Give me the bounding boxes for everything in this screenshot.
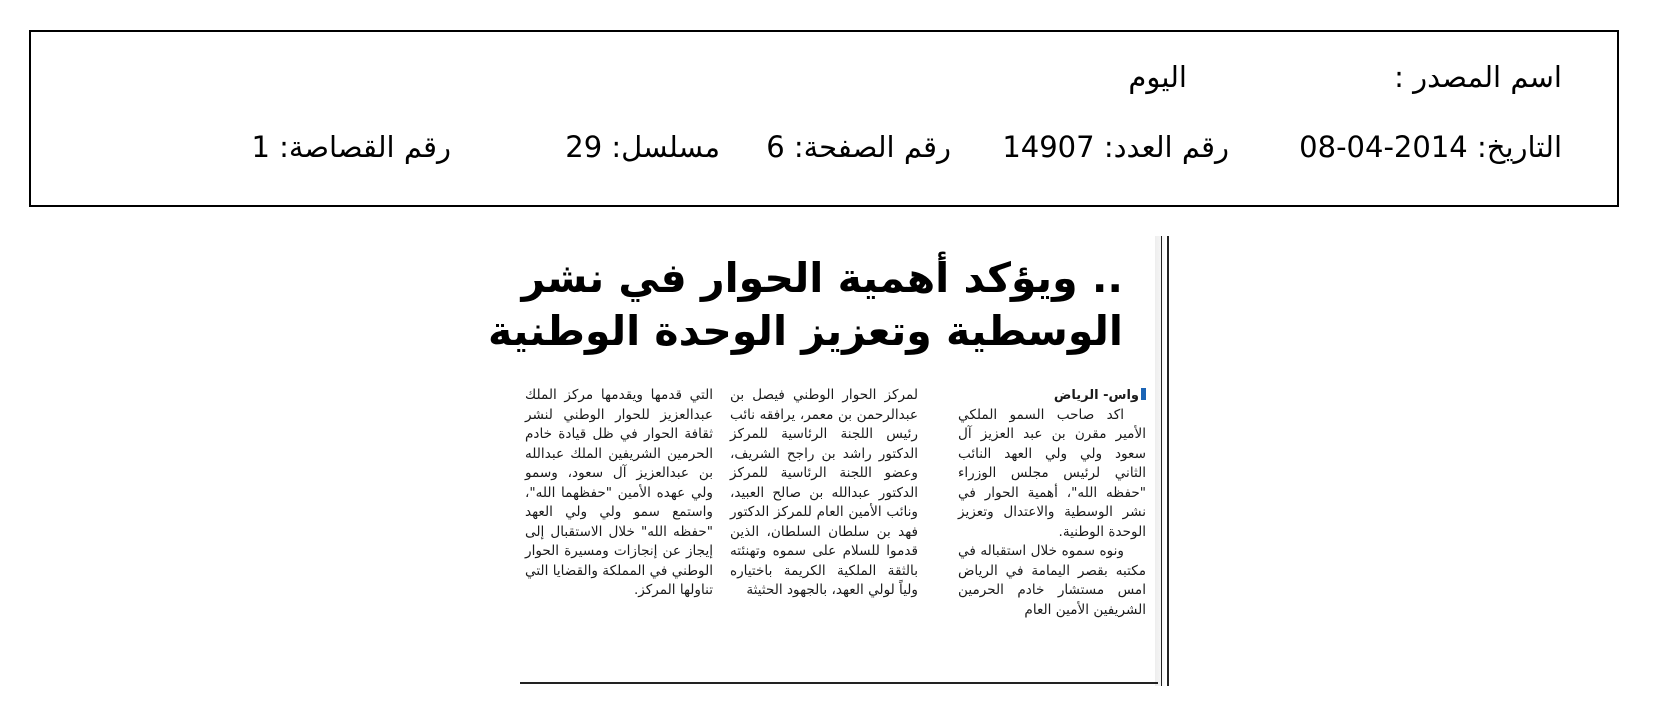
- page-label: رقم الصفحة:: [793, 130, 951, 164]
- column-2-text: لمركز الحوار الوطني فيصل بن عبدالرحمن بن معمر، يرافقه نائب رئيس اللجنة الرئاسية للمركز الدكتور راشد بن راجح الشريف، وعضو اللجنة الرئاسية للمركز الدكتور عبدالله بن صالح العبيد، ونائب الأمين العام للمركز الدكتور فهد بن سلطان السلطان، الذين قدموا للسلام على سموه وتهنئته بالثقة الملكية الكريمة باختياره ولياً لولي العهد، بالجهود الحثيثة: [730, 387, 918, 598]
- source-label: اسم المصدر :: [1394, 60, 1562, 94]
- serial-label: مسلسل:: [611, 130, 720, 164]
- article-column-2: [730, 386, 918, 601]
- issue-field: [1002, 130, 1229, 164]
- column-1-paragraph-2: ونوه سموه خلال استقباله في مكتبه بقصر اليمامة في الرياض امس مستشار خادم الحرمين الشريفين الأمين العام: [958, 543, 1146, 618]
- clipping-metadata-box: [29, 30, 1619, 207]
- clipping-right-rule: [1167, 236, 1169, 686]
- byline-text: واس- الرياض: [1053, 388, 1139, 403]
- article-column-3: [525, 386, 713, 601]
- serial-field: [565, 130, 720, 164]
- byline-marker-icon: [1141, 388, 1146, 400]
- clip-number-field: [251, 130, 451, 164]
- issue-label: رقم العدد:: [1103, 130, 1229, 164]
- date-field: [1299, 130, 1562, 164]
- serial-value: 29: [565, 130, 603, 164]
- column-1-paragraph-1: اكد صاحب السمو الملكي الأمير مقرن بن عبد العزيز آل سعود ولي ولي العهد النائب الثاني لرئيس مجلس الوزراء "حفظه الله"، أهمية الحوار في نشر الوسطية والاعتدال وتعزيز الوحدة الوطنية.: [958, 406, 1146, 540]
- source-value: اليوم: [1128, 60, 1187, 94]
- headline-line-1: .. ويؤكد أهمية الحوار في نشر: [521, 254, 1123, 302]
- article-column-1: [958, 386, 1146, 620]
- headline-line-2: الوسطية وتعزيز الوحدة الوطنية: [488, 307, 1123, 355]
- clip-number-label: رقم القصاصة:: [279, 130, 451, 164]
- date-value: 2014-04-08: [1299, 130, 1468, 164]
- clip-number-value: 1: [251, 130, 270, 164]
- page-field: [766, 130, 951, 164]
- clipping-right-rule-thin: [1161, 236, 1162, 686]
- page-fold-shadow: [1155, 236, 1165, 686]
- newspaper-clipping: [488, 236, 1165, 686]
- byline: [958, 386, 1146, 406]
- page-value: 6: [766, 130, 785, 164]
- source-row: [1394, 60, 1562, 94]
- clipping-bottom-rule: [520, 682, 1158, 684]
- date-label: التاريخ:: [1476, 130, 1562, 164]
- issue-value: 14907: [1002, 130, 1095, 164]
- column-3-text: التي قدمها ويقدمها مركز الملك عبدالعزيز للحوار الوطني لنشر ثقافة الحوار في ظل قيادة خادم الحرمين الشريفين الملك عبدالله بن عبدالعزيز آل سعود، وسمو ولي عهده الأمين "حفظهما الله"، واستمع سمو ولي ولي العهد "حفظه الله" خلال الاستقبال إلى إيجاز عن إنجازات ومسيرة الحوار الوطني في المملكة والقضايا التي تناولها المركز.: [525, 387, 713, 598]
- source-value-row: [1128, 60, 1187, 94]
